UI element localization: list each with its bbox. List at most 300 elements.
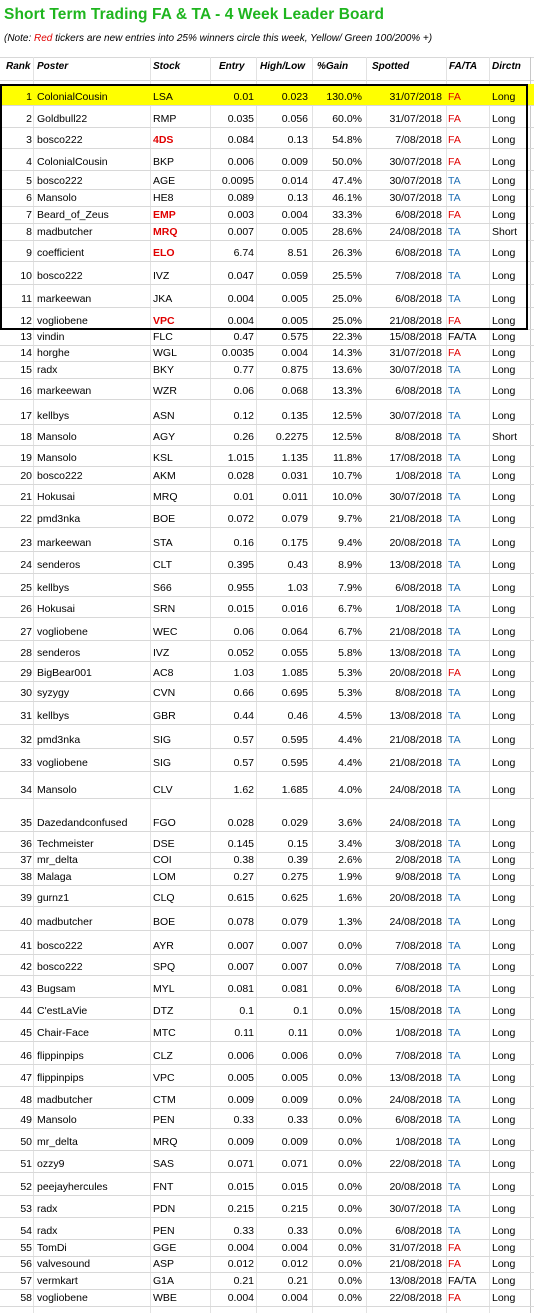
table-row (0, 1256, 534, 1272)
row-spotted: 24/08/2018 (389, 784, 442, 796)
table-row (0, 906, 534, 930)
row-fata: TA (448, 961, 461, 973)
row-spotted: 13/08/2018 (389, 647, 442, 659)
row-rank: 29 (20, 667, 32, 679)
row-direction: Long (492, 961, 516, 973)
table-row (0, 975, 534, 997)
row-highlow: 0.595 (281, 734, 308, 746)
row-entry: 0.006 (227, 1050, 254, 1062)
row-stock: SAS (153, 1158, 175, 1170)
table-row (0, 261, 534, 284)
row-fata: FA (448, 113, 461, 125)
row-direction: Long (492, 209, 516, 221)
row-gain: 12.5% (332, 410, 362, 422)
row-poster: madbutcher (37, 226, 93, 238)
header-dir: Dirctn (492, 61, 521, 72)
row-stock: DTZ (153, 1005, 174, 1017)
row-rank: 11 (21, 293, 32, 305)
row-rank: 6 (26, 192, 32, 204)
table-row (0, 1041, 534, 1064)
row-direction: Long (492, 582, 516, 594)
row-poster: peejayhercules (37, 1181, 108, 1193)
row-direction: Long (492, 410, 516, 422)
row-highlow: 0.007 (281, 940, 308, 952)
row-fata: TA (448, 1114, 461, 1126)
row-gain: 60.0% (332, 113, 362, 125)
header-entry: Entry (219, 61, 245, 72)
row-entry: 0.081 (227, 983, 254, 995)
row-direction: Long (492, 1027, 516, 1039)
row-gain: 1.6% (338, 892, 362, 904)
row-stock: RMP (153, 113, 177, 125)
row-entry: 0.33 (233, 1114, 254, 1126)
row-entry: 0.009 (227, 1136, 254, 1148)
row-stock: MTC (153, 1027, 176, 1039)
row-stock: COI (153, 854, 172, 866)
row-stock: LSA (153, 91, 173, 103)
row-poster: TomDi (37, 1242, 67, 1254)
row-highlow: 0.215 (281, 1203, 308, 1215)
row-poster: senderos (37, 647, 81, 659)
row-poster: BigBear001 (37, 667, 92, 679)
row-highlow: 1.135 (281, 452, 308, 464)
row-entry: 0.089 (227, 192, 254, 204)
row-poster: Beard_of_Zeus (37, 209, 109, 221)
row-highlow: 0.695 (281, 687, 308, 699)
row-highlow: 0.059 (281, 270, 308, 282)
row-stock: ASP (153, 1258, 175, 1270)
row-entry: 0.26 (233, 431, 254, 443)
row-poster: gurnz1 (37, 892, 70, 904)
row-fata: FA (448, 347, 461, 359)
row-fata: TA (448, 1225, 461, 1237)
row-entry: 0.57 (233, 757, 254, 769)
row-direction: Long (492, 838, 516, 850)
row-fata: FA (448, 1292, 461, 1304)
row-gain: 14.3% (332, 347, 362, 359)
row-stock: WEC (153, 626, 178, 638)
row-spotted: 30/07/2018 (389, 1203, 442, 1215)
row-gain: 2.6% (338, 854, 362, 866)
row-spotted: 15/08/2018 (389, 1005, 442, 1017)
page-title: Short Term Trading FA & TA - 4 Week Leader Board (4, 6, 385, 23)
row-highlow: 0.625 (281, 892, 308, 904)
row-rank: 49 (20, 1114, 32, 1126)
row-entry: 0.004 (227, 1292, 254, 1304)
row-highlow: 0.43 (287, 559, 308, 571)
row-rank: 5 (26, 175, 32, 187)
row-spotted: 21/08/2018 (389, 315, 442, 327)
row-stock: SIG (153, 757, 172, 769)
row-fata: TA (448, 1181, 461, 1193)
row-highlow: 0.004 (281, 209, 308, 221)
row-spotted: 6/08/2018 (395, 247, 442, 259)
row-highlow: 0.031 (281, 470, 308, 482)
table-row (0, 1150, 534, 1172)
row-entry: 0.084 (227, 134, 254, 146)
row-direction: Long (492, 1158, 516, 1170)
row-spotted: 21/08/2018 (389, 734, 442, 746)
row-gain: 1.9% (338, 871, 362, 883)
row-direction: Long (492, 113, 516, 125)
row-highlow: 0.014 (281, 175, 308, 187)
row-spotted: 31/07/2018 (389, 1242, 442, 1254)
row-entry: 0.0035 (221, 347, 254, 359)
row-rank: 44 (20, 1005, 32, 1017)
row-direction: Long (492, 647, 516, 659)
row-poster: markeewan (37, 537, 92, 549)
grid-line (0, 80, 534, 81)
row-poster: vogliobene (37, 315, 88, 327)
row-poster: bosco222 (37, 134, 83, 146)
note-prefix: (Note: (4, 33, 35, 44)
row-entry: 0.028 (227, 470, 254, 482)
row-fata: TA (448, 734, 461, 746)
row-fata: FA (448, 667, 461, 679)
row-highlow: 0.056 (281, 113, 308, 125)
table-row (0, 661, 534, 681)
row-fata: TA (448, 293, 461, 305)
row-highlow: 0.175 (281, 537, 308, 549)
row-direction: Long (492, 513, 516, 525)
table-row (0, 170, 534, 189)
row-rank: 54 (20, 1225, 32, 1237)
row-direction: Long (492, 603, 516, 615)
row-poster: valvesound (37, 1258, 91, 1270)
row-highlow: 0.023 (281, 91, 308, 103)
row-highlow: 0.005 (281, 293, 308, 305)
row-spotted: 30/07/2018 (389, 410, 442, 422)
row-spotted: 30/07/2018 (389, 156, 442, 168)
row-direction: Long (492, 470, 516, 482)
row-gain: 0.0% (338, 1158, 362, 1170)
row-entry: 0.015 (227, 603, 254, 615)
table-row (0, 724, 534, 748)
row-fata: FA (448, 209, 461, 221)
row-gain: 0.0% (338, 1225, 362, 1237)
row-direction: Long (492, 192, 516, 204)
row-stock: EMP (153, 209, 176, 221)
row-gain: 6.7% (338, 626, 362, 638)
table-row (0, 798, 534, 831)
row-rank: 48 (20, 1094, 32, 1106)
row-rank: 36 (20, 838, 32, 850)
row-stock: FNT (153, 1181, 174, 1193)
row-rank: 32 (20, 734, 32, 746)
row-highlow: 0.005 (281, 1072, 308, 1084)
row-spotted: 31/07/2018 (389, 347, 442, 359)
row-poster: Goldbull22 (37, 113, 88, 125)
row-direction: Long (492, 892, 516, 904)
row-spotted: 7/08/2018 (395, 961, 442, 973)
row-rank: 56 (20, 1258, 32, 1270)
table-row (0, 445, 534, 466)
row-rank: 31 (20, 710, 32, 722)
row-poster: vermkart (37, 1275, 78, 1287)
row-direction: Long (492, 491, 516, 503)
row-entry: 0.007 (227, 226, 254, 238)
row-rank: 26 (20, 603, 32, 615)
row-stock: GGE (153, 1242, 177, 1254)
row-spotted: 13/08/2018 (389, 559, 442, 571)
header-fata: FA/TA (449, 61, 478, 72)
row-gain: 0.0% (338, 1258, 362, 1270)
row-stock: WBE (153, 1292, 177, 1304)
row-highlow: 0.46 (287, 710, 308, 722)
row-highlow: 0.33 (287, 1114, 308, 1126)
row-direction: Long (492, 156, 516, 168)
table-row (0, 1195, 534, 1217)
row-poster: madbutcher (37, 1094, 93, 1106)
row-highlow: 0.012 (281, 1258, 308, 1270)
row-fata: FA (448, 1242, 461, 1254)
row-entry: 0.006 (227, 156, 254, 168)
row-fata: TA (448, 247, 461, 259)
row-gain: 0.0% (338, 983, 362, 995)
row-highlow: 0.079 (281, 513, 308, 525)
row-stock: CLZ (153, 1050, 173, 1062)
row-highlow: 0.21 (287, 1275, 308, 1287)
row-gain: 4.4% (338, 734, 362, 746)
row-direction: Long (492, 916, 516, 928)
table-row (0, 1108, 534, 1128)
row-direction: Long (492, 247, 516, 259)
row-poster: Techmeister (37, 838, 94, 850)
row-direction: Long (492, 757, 516, 769)
row-direction: Long (492, 331, 516, 343)
row-fata: FA (448, 156, 461, 168)
row-fata: TA (448, 1094, 461, 1106)
row-direction: Long (492, 1136, 516, 1148)
row-highlow: 0.015 (281, 1181, 308, 1193)
row-entry: 0.007 (227, 961, 254, 973)
header-stock: Stock (153, 61, 181, 72)
row-spotted: 21/08/2018 (389, 1258, 442, 1270)
row-entry: 0.007 (227, 940, 254, 952)
row-gain: 0.0% (338, 1292, 362, 1304)
row-direction: Long (492, 347, 516, 359)
row-fata: TA (448, 940, 461, 952)
row-stock: BKY (153, 364, 175, 376)
table-row (0, 551, 534, 573)
row-spotted: 21/08/2018 (389, 513, 442, 525)
row-gain: 0.0% (338, 1203, 362, 1215)
row-entry: 0.01 (233, 491, 254, 503)
table-row (0, 885, 534, 906)
row-gain: 0.0% (338, 1005, 362, 1017)
row-fata: TA (448, 647, 461, 659)
row-direction: Long (492, 315, 516, 327)
row-poster: Hokusai (37, 491, 75, 503)
row-poster: radx (37, 1203, 58, 1215)
row-rank: 21 (20, 491, 32, 503)
row-entry: 1.03 (233, 667, 254, 679)
row-stock: CLV (153, 784, 173, 796)
row-rank: 16 (20, 385, 32, 397)
table-row (0, 640, 534, 661)
row-gain: 13.6% (332, 364, 362, 376)
row-fata: TA (448, 192, 461, 204)
row-highlow: 0.13 (287, 192, 308, 204)
row-spotted: 13/08/2018 (389, 1275, 442, 1287)
row-entry: 0.072 (227, 513, 254, 525)
row-stock: MRQ (153, 1136, 178, 1148)
row-direction: Long (492, 667, 516, 679)
row-rank: 19 (20, 452, 32, 464)
table-row (0, 240, 534, 261)
row-gain: 47.4% (332, 175, 362, 187)
row-entry: 0.047 (227, 270, 254, 282)
row-entry: 0.004 (227, 315, 254, 327)
table-row (0, 378, 534, 399)
row-fata: TA (448, 452, 461, 464)
row-fata: TA (448, 916, 461, 928)
row-rank: 18 (20, 431, 32, 443)
row-poster: horghe (37, 347, 70, 359)
row-highlow: 0.275 (281, 871, 308, 883)
header-rank: Rank (6, 61, 31, 72)
table-row (0, 329, 534, 345)
row-stock: AYR (153, 940, 174, 952)
row-stock: IVZ (153, 270, 170, 282)
table-row (0, 1019, 534, 1041)
row-fata: TA (448, 838, 461, 850)
row-fata: TA (448, 1027, 461, 1039)
row-highlow: 0.016 (281, 603, 308, 615)
table-row (0, 1217, 534, 1239)
table-row (0, 1272, 534, 1289)
row-poster: senderos (37, 559, 81, 571)
row-entry: 0.12 (233, 410, 254, 422)
row-poster: kellbys (37, 410, 70, 422)
row-spotted: 7/08/2018 (395, 134, 442, 146)
row-direction: Long (492, 175, 516, 187)
row-gain: 10.7% (332, 470, 362, 482)
row-poster: kellbys (37, 582, 70, 594)
row-rank: 10 (20, 270, 32, 282)
row-entry: 0.11 (234, 1027, 254, 1039)
table-row (0, 997, 534, 1019)
row-entry: 0.33 (233, 1225, 254, 1237)
row-poster: coefficient (37, 247, 85, 259)
row-fata: TA (448, 410, 461, 422)
table-row (0, 1086, 534, 1108)
row-fata: TA (448, 871, 461, 883)
row-stock: CLQ (153, 892, 175, 904)
row-direction: Long (492, 734, 516, 746)
table-row (0, 284, 534, 307)
row-rank: 35 (20, 817, 32, 829)
grid-line (0, 1306, 534, 1307)
row-entry: 0.003 (227, 209, 254, 221)
row-stock: VPC (153, 1072, 175, 1084)
row-poster: syzygy (37, 687, 70, 699)
row-spotted: 30/07/2018 (389, 491, 442, 503)
row-fata: TA (448, 817, 461, 829)
row-entry: 0.16 (233, 537, 254, 549)
table-row (0, 617, 534, 640)
table-header (0, 61, 534, 75)
table-row (0, 954, 534, 975)
row-stock: 4DS (153, 134, 174, 146)
row-poster: vogliobene (37, 1292, 88, 1304)
row-spotted: 24/08/2018 (389, 916, 442, 928)
row-fata: TA (448, 892, 461, 904)
row-poster: ColonialCousin (37, 91, 108, 103)
row-fata: TA (448, 270, 461, 282)
row-fata: TA (448, 1072, 461, 1084)
row-poster: kellbys (37, 710, 70, 722)
row-spotted: 30/07/2018 (389, 175, 442, 187)
row-spotted: 30/07/2018 (389, 192, 442, 204)
row-gain: 33.3% (332, 209, 362, 221)
row-rank: 55 (20, 1242, 32, 1254)
row-highlow: 1.685 (281, 784, 308, 796)
table-row (0, 681, 534, 701)
row-gain: 9.7% (338, 513, 362, 525)
row-entry: 0.1 (239, 1005, 254, 1017)
row-stock: SPQ (153, 961, 176, 973)
table-row (0, 105, 534, 127)
row-highlow: 0.004 (281, 347, 308, 359)
row-rank: 41 (20, 940, 32, 952)
row-gain: 0.0% (338, 940, 362, 952)
row-poster: Mansolo (37, 431, 77, 443)
row-spotted: 7/08/2018 (395, 940, 442, 952)
row-entry: 0.615 (227, 892, 254, 904)
row-rank: 45 (20, 1027, 32, 1039)
row-fata: TA (448, 537, 461, 549)
row-spotted: 6/08/2018 (395, 209, 442, 221)
row-stock: BOE (153, 513, 176, 525)
row-spotted: 17/08/2018 (389, 452, 442, 464)
row-rank: 39 (20, 892, 32, 904)
row-rank: 2 (26, 113, 32, 125)
row-poster: C'estLaVie (37, 1005, 88, 1017)
row-rank: 37 (20, 854, 32, 866)
row-direction: Short (492, 226, 518, 238)
row-gain: 0.0% (338, 1050, 362, 1062)
row-entry: 0.009 (227, 1094, 254, 1106)
row-entry: 0.47 (233, 331, 254, 343)
row-direction: Long (492, 626, 516, 638)
row-rank: 1 (26, 91, 32, 103)
row-poster: mr_delta (37, 1136, 78, 1148)
table-row (0, 831, 534, 852)
row-spotted: 20/08/2018 (389, 537, 442, 549)
row-fata: TA (448, 1005, 461, 1017)
row-rank: 50 (20, 1136, 32, 1148)
row-rank: 53 (20, 1203, 32, 1215)
row-stock: S66 (153, 582, 172, 594)
row-direction: Long (492, 364, 516, 376)
row-poster: bosco222 (37, 961, 83, 973)
table-row (0, 1064, 534, 1086)
row-direction: Long (492, 817, 516, 829)
row-fata: FA (448, 1258, 461, 1270)
row-gain: 0.0% (338, 1242, 362, 1254)
row-rank: 46 (20, 1050, 32, 1062)
row-entry: 0.06 (233, 385, 254, 397)
table-row (0, 345, 534, 361)
row-spotted: 1/08/2018 (395, 470, 442, 482)
row-poster: radx (37, 364, 58, 376)
row-highlow: 0.004 (281, 1292, 308, 1304)
row-stock: AC8 (153, 667, 174, 679)
row-poster: Malaga (37, 871, 72, 883)
table-row (0, 748, 534, 771)
table-row (0, 484, 534, 505)
